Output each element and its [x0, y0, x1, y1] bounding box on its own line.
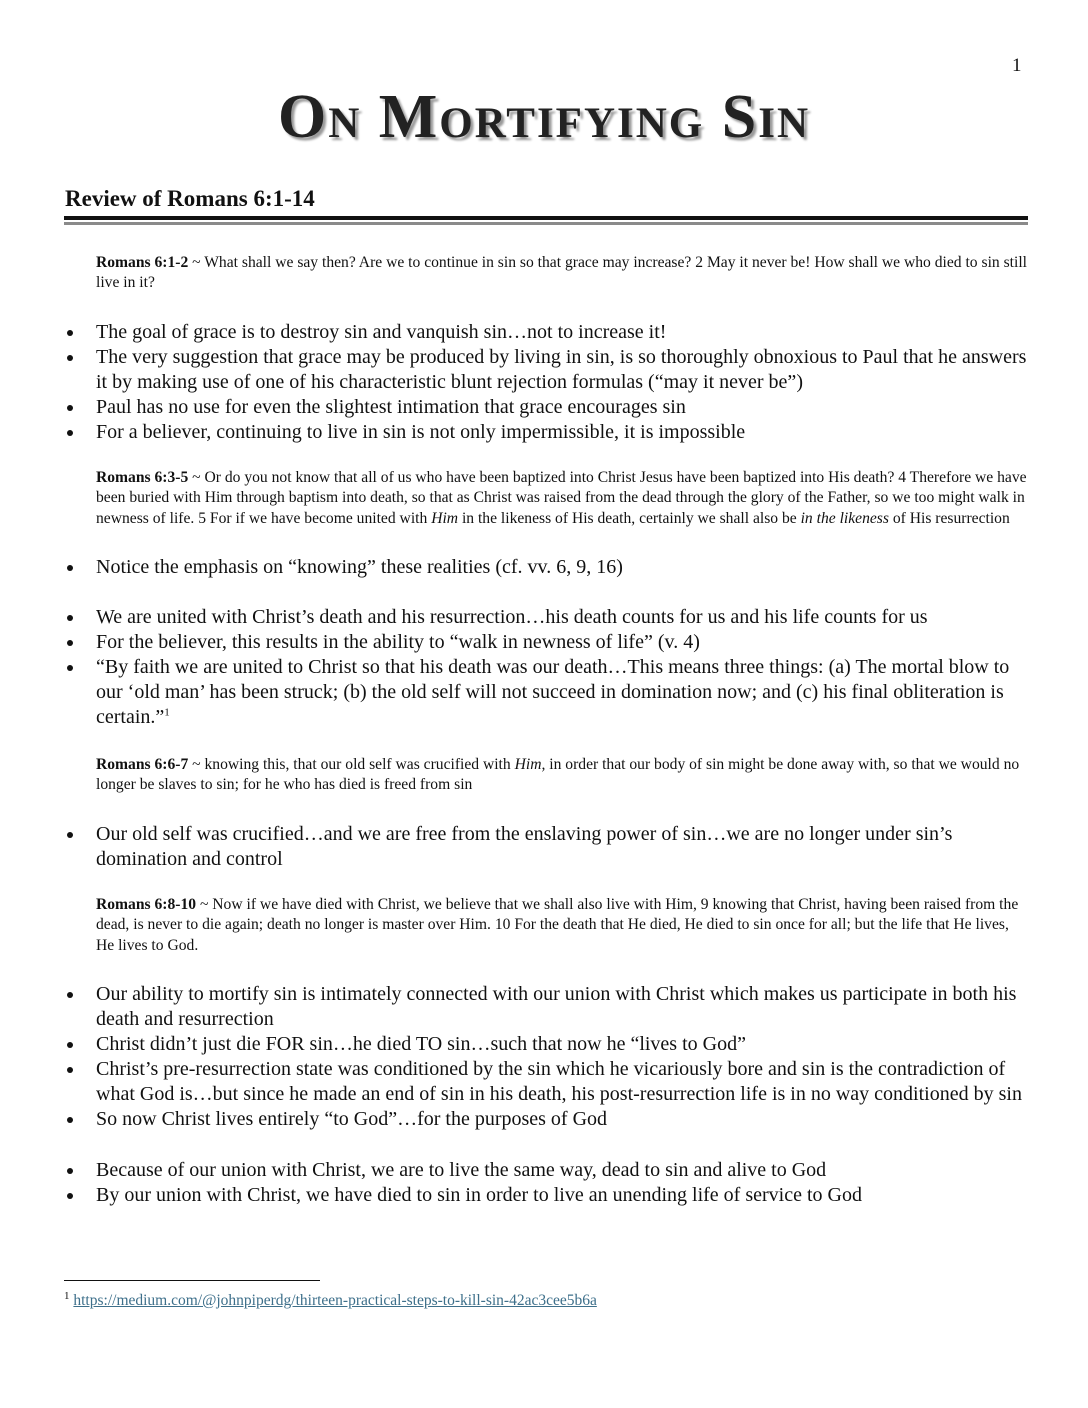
footnote-number: 1 — [64, 1289, 70, 1302]
list-item: Our ability to mortify sin is intimately connected with our union with Christ which makes us participate in both his death and resurrection — [64, 982, 1028, 1032]
list-item: Paul has no use for even the slightest intimation that grace encourages sin — [64, 395, 1028, 420]
footnote-link[interactable]: https://medium.com/@johnpiperdg/thirteen-practical-steps-to-kill-sin-42ac3cee5b6a — [73, 1292, 597, 1309]
scripture-passage: Romans 6:8-10 ~ Now if we have died with Christ, we believe that we shall also live with Him, 9 knowing that Christ, having been raised from the dead, is never to die again; death no longer is master over Him. 10 For the death that He died, He died to sin once for all; but the life that He lives, He lives to God. — [96, 895, 1019, 954]
bullet-icon — [67, 992, 73, 998]
list-item: “By faith we are united to Christ so that his death was our death…This means three things: (a) The mortal blow to our ‘old man’ has been struck; (b) the old self will not succeed in domination now; and (c) his final obliteration is certain.”$^1$ — [64, 655, 1028, 730]
bullet-list — [64, 320, 1028, 445]
list-item: Notice the emphasis on “knowing” these realities (cf. vv. 6, 9, 16) — [64, 555, 1028, 580]
list-item: The goal of grace is to destroy sin and vanquish sin…not to increase it! — [64, 320, 1028, 345]
scripture-reference: Romans 6:1-2 — [96, 254, 189, 271]
bullet-icon — [67, 1193, 73, 1199]
bullet-icon — [67, 430, 73, 436]
list-item: For a believer, continuing to live in sin is not only impermissible, it is impossible — [64, 420, 1028, 445]
list-item: Christ didn’t just die FOR sin…he died TO sin…such that now he “lives to God” — [64, 1032, 1028, 1057]
bullet-icon — [67, 665, 73, 671]
bullet-icon — [67, 1168, 73, 1174]
bullet-list — [64, 1158, 1028, 1208]
bullet-icon — [67, 1117, 73, 1123]
list-item: The very suggestion that grace may be produced by living in sin, is so thoroughly obnoxious to Paul that he answers it by making use of one of his characteristic blunt rejection formulas (“may it never be”) — [64, 345, 1028, 395]
page-number: 1 — [1012, 55, 1022, 76]
footnote-separator — [64, 1280, 320, 1281]
bullet-icon — [67, 1042, 73, 1048]
bullet-list — [64, 555, 1028, 580]
list-item: By our union with Christ, we have died to sin in order to live an unending life of service to God — [64, 1183, 1028, 1208]
scripture-reference: Romans 6:8-10 — [96, 895, 197, 913]
bullet-list — [64, 982, 1028, 1132]
scripture-text: ~ What shall we say then? Are we to continue in sin so that grace may increase? 2 May it never be! How shall we who died to sin still live in it? — [96, 254, 1027, 292]
list-item: So now Christ lives entirely “to God”…for the purposes of God — [64, 1107, 1028, 1132]
scripture-reference: Romans 6:3-5 — [96, 468, 189, 486]
list-item: We are united with Christ’s death and his resurrection…his death counts for us and his life counts for us — [64, 605, 1028, 630]
bullet-icon — [67, 640, 73, 646]
bullet-list — [64, 822, 1028, 872]
list-item: Because of our union with Christ, we are to live the same way, dead to sin and alive to God — [64, 1158, 1028, 1183]
footnote — [64, 1289, 597, 1310]
scripture-passage: Romans 6:6-7 ~ knowing this, that our old self was crucified with Him, in order that our body of sin might be done away with, so that we would no longer be slaves to sin; for he who has died is freed from sin — [96, 756, 1020, 794]
list-item: Christ’s pre-resurrection state was conditioned by the sin which he vicariously bore and sin is the contradiction of what God is…but since he made an end of sin in his death, his post-resurrection life is in no way conditioned by sin — [64, 1057, 1028, 1107]
scripture-passage: Romans 6:3-5 ~ Or do you not know that all of us who have been baptized into Christ Jesus have been baptized into His death? 4 Therefore we have been buried with Him through baptism into death, so that as Christ was raised from the dead through the glory of the Father, so we too might walk in newness of life. 5 For if we have become united with Him in the likeness of His death, certainly we shall also be in the likeness of His resurrection — [96, 468, 1027, 527]
list-item: For the believer, this results in the ability to “walk in newness of life” (v. 4) — [64, 630, 1028, 655]
bullet-icon — [67, 405, 73, 411]
document-body — [64, 253, 1028, 1208]
heading-rule-thick — [64, 216, 1028, 220]
section-heading: Review of Romans 6:1-14 — [65, 186, 315, 211]
scripture-passage — [96, 253, 1028, 294]
bullet-icon — [67, 1067, 73, 1073]
page-title: On Mortifying Sin — [277, 83, 811, 151]
bullet-icon — [67, 355, 73, 361]
scripture-reference: Romans 6:6-7 — [96, 756, 189, 774]
list-item: Our old self was crucified…and we are free from the enslaving power of sin…we are no longer under sin’s domination and control — [64, 822, 1028, 872]
bullet-icon — [67, 330, 73, 336]
bullet-list — [64, 605, 1028, 730]
heading-rule-thin — [64, 222, 1028, 225]
bullet-icon — [67, 832, 73, 838]
bullet-icon — [67, 565, 73, 571]
footnote-marker: 1 — [164, 706, 170, 719]
bullet-icon — [67, 615, 73, 621]
